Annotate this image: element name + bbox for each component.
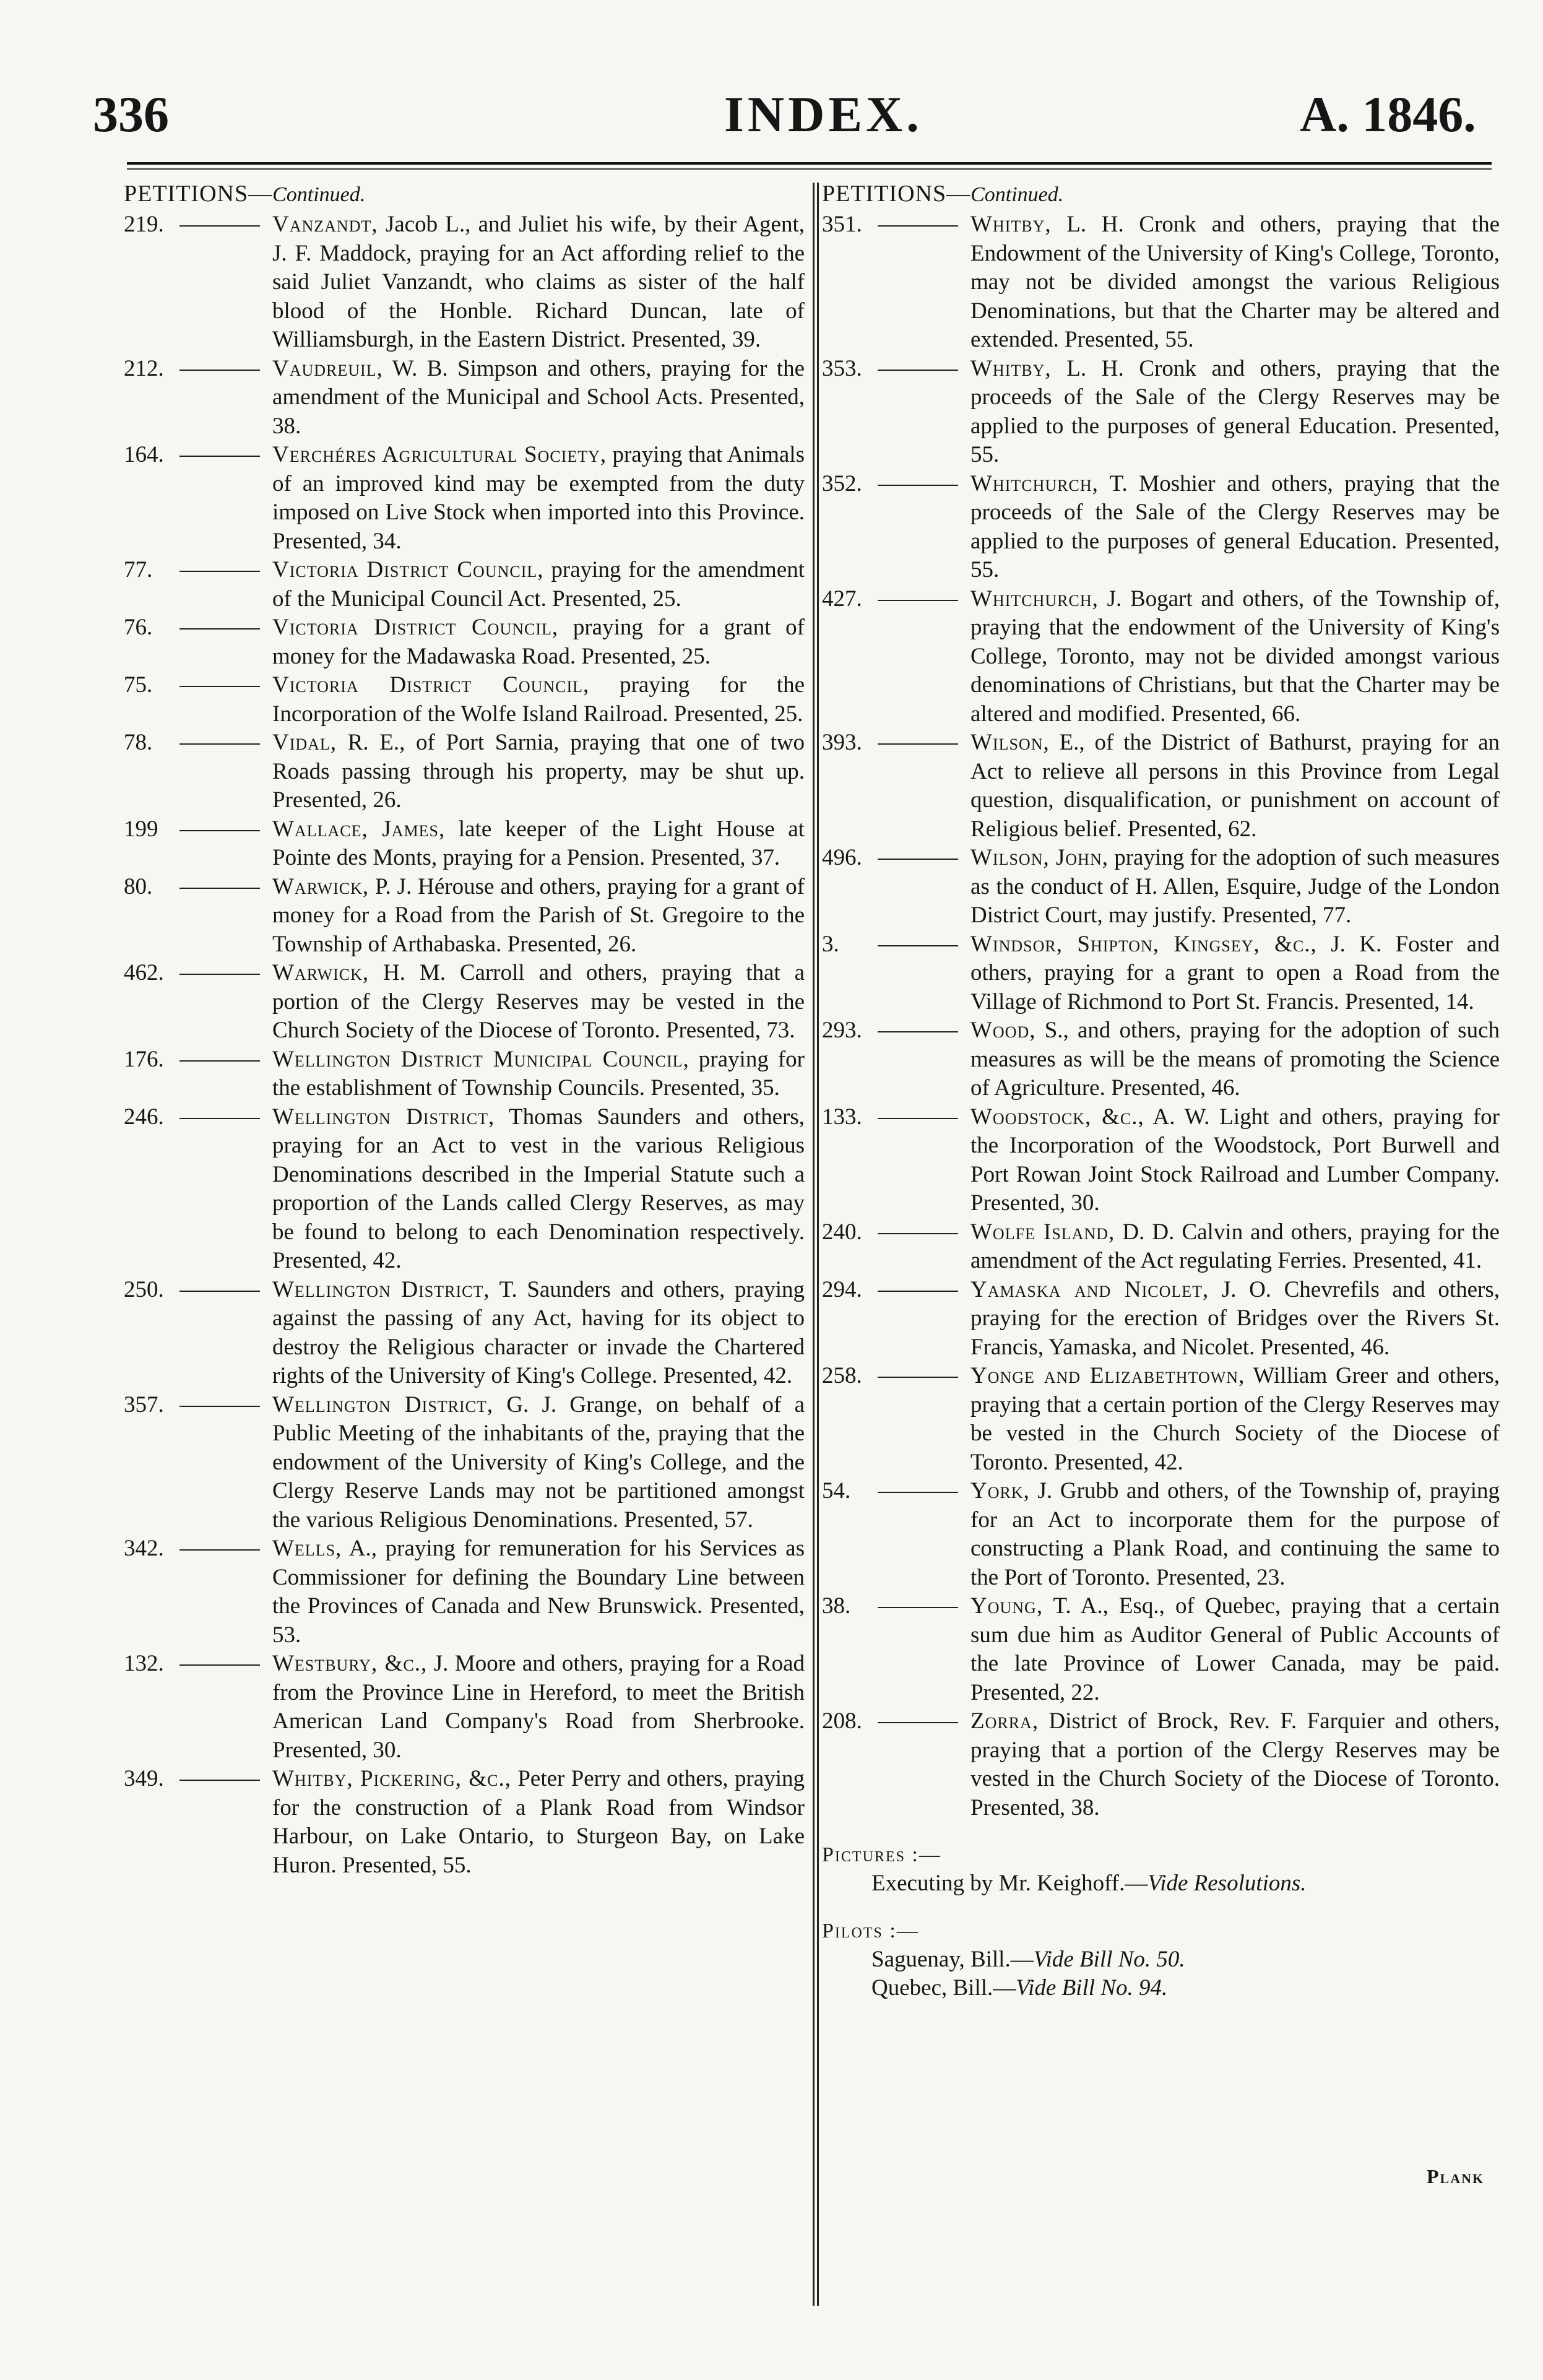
entry-text bbox=[272, 815, 805, 873]
petitioner-name: Yonge and Elizabethtown, bbox=[970, 1363, 1245, 1388]
leader-dash bbox=[179, 571, 260, 572]
petition-number: 293. bbox=[822, 1018, 862, 1043]
petition-number: 3. bbox=[822, 931, 839, 957]
page-number: 336 bbox=[93, 86, 169, 142]
petition-description: praying that Animals of an improved kind may be exempted from the duty imposed on Live Stock when imported into this Province. Presented, 34. bbox=[272, 442, 805, 554]
index-entry bbox=[822, 355, 1500, 470]
index-entry bbox=[124, 815, 805, 873]
entry-text bbox=[970, 930, 1500, 1017]
petition-number: 133. bbox=[822, 1104, 862, 1130]
petition-number: 294. bbox=[822, 1276, 862, 1302]
leader-dash bbox=[878, 1377, 958, 1378]
leader-dash bbox=[179, 370, 260, 371]
petition-description: A. W. Light and others, praying for the Incorporation of the Woodstock, Port Burwell and Port Rowan Joint Stock Railroad and Lumber Company. Presented, 30. bbox=[970, 1104, 1500, 1216]
leader-dash bbox=[878, 945, 958, 946]
pictures-line: Executing by Mr. Keighoff.—Vide Resolutions. bbox=[871, 1871, 1307, 1896]
petition-description: P. J. Hérouse and others, praying for a grant of money for a Road from the Parish of St. Gregoire to the Township of Arthabaska. Presented, 26. bbox=[272, 873, 805, 957]
entry-text bbox=[970, 1103, 1500, 1218]
leader-dash bbox=[179, 225, 260, 227]
header-rule-thin bbox=[127, 168, 1492, 170]
petitioner-name: Whitchurch, bbox=[970, 470, 1099, 496]
petition-number: 240. bbox=[822, 1219, 862, 1245]
leader-dash bbox=[878, 485, 958, 486]
petitioner-name: Wood, bbox=[970, 1018, 1036, 1043]
entry-text bbox=[272, 1391, 805, 1535]
petition-number: 462. bbox=[124, 960, 164, 985]
petition-description: praying for the amendment of the Municipal Council Act. Presented, 25. bbox=[272, 557, 805, 612]
petition-number: 199 bbox=[124, 816, 158, 842]
leader-dash bbox=[878, 1492, 958, 1493]
petition-number: 77. bbox=[124, 557, 153, 582]
petition-number: 164. bbox=[124, 442, 164, 467]
entry-text bbox=[272, 729, 805, 815]
catchword: Plank bbox=[1427, 2165, 1485, 2187]
entry-text bbox=[272, 210, 805, 355]
petitioner-name: Wolfe Island, bbox=[970, 1219, 1115, 1245]
index-entry bbox=[124, 613, 805, 671]
entry-text bbox=[272, 1765, 805, 1880]
index-entry bbox=[822, 470, 1500, 585]
pilots-heading: Pilots :— bbox=[822, 1919, 919, 1942]
entry-text bbox=[970, 470, 1500, 585]
petition-description: S., and others, praying for the adoption of such measures as will be the means of promoting the Science of Agriculture. Presented, 46. bbox=[970, 1018, 1500, 1101]
leader-dash bbox=[179, 830, 260, 831]
petition-description: Jacob L., and Juliet his wife, by their Agent, J. F. Maddock, praying for an Act affording relief to the said Juliet Vanzandt, who claims as sister of the half blood of the Honble. Richard Duncan, late of Williamsburgh, in the Eastern District. Presented, 39. bbox=[272, 212, 805, 352]
petition-number: 353. bbox=[822, 355, 862, 381]
petitioner-name: Windsor, Shipton, Kingsey, &c., bbox=[970, 931, 1317, 957]
leader-dash bbox=[878, 225, 958, 227]
petitioner-name: Victoria District Council, bbox=[272, 557, 544, 582]
entry-text bbox=[970, 1592, 1500, 1707]
petition-number: 208. bbox=[822, 1708, 862, 1734]
petition-description: William Greer and others, praying that a certain portion of the Clergy Reserves may be vested in the Church Society of the Diocese of Toronto. Presented, 42. bbox=[970, 1363, 1500, 1475]
entry-text bbox=[970, 355, 1500, 470]
section-heading: PETITIONS—Continued. bbox=[822, 181, 1064, 207]
index-entry bbox=[124, 873, 805, 959]
index-entry bbox=[822, 1276, 1500, 1362]
petition-number: 176. bbox=[124, 1046, 164, 1072]
petition-description: Peter Perry and others, praying for the construction of a Plank Road from Windsor Harbour, on Lake Ontario, to Sturgeon Bay, on Lake Huron. Presented, 55. bbox=[272, 1766, 805, 1878]
petition-number: 342. bbox=[124, 1536, 164, 1561]
entry-text bbox=[272, 1103, 805, 1276]
index-entry bbox=[822, 210, 1500, 355]
index-entry bbox=[124, 210, 805, 355]
petitioner-name: Whitby, bbox=[970, 212, 1052, 237]
leader-dash bbox=[878, 1233, 958, 1234]
entry-text bbox=[272, 1534, 805, 1650]
petition-description: J. Moore and others, praying for a Road from the Province Line in Hereford, to meet the British American Land Company's Road from Sherbrooke. Presented, 30. bbox=[272, 1651, 805, 1763]
index-entry bbox=[822, 844, 1500, 930]
petition-description: E., of the District of Bathurst, praying for an Act to relieve all persons in this Province from Legal question, disqualification, or punishment on account of Religious belief. Presented, 62. bbox=[970, 730, 1500, 842]
entry-list bbox=[822, 210, 1500, 1822]
petitioner-name: Wellington District, bbox=[272, 1104, 495, 1130]
index-entry bbox=[124, 1391, 805, 1535]
entry-text bbox=[272, 355, 805, 441]
leader-dash bbox=[179, 1291, 260, 1292]
petition-number: 54. bbox=[822, 1478, 851, 1504]
leader-dash bbox=[179, 743, 260, 745]
leader-dash bbox=[179, 1549, 260, 1551]
petitioner-name: Wells, bbox=[272, 1536, 342, 1561]
petitioner-name: Wellington District, bbox=[272, 1276, 490, 1302]
index-entry bbox=[124, 1650, 805, 1765]
leader-dash bbox=[878, 1031, 958, 1032]
leader-dash bbox=[878, 859, 958, 860]
petitioner-name: Wilson, John, bbox=[970, 845, 1109, 870]
leader-dash bbox=[878, 600, 958, 601]
petition-number: 246. bbox=[124, 1104, 164, 1130]
petitioner-name: Vanzandt, bbox=[272, 212, 378, 237]
index-entry bbox=[124, 959, 805, 1045]
petition-description: praying for the Incorporation of the Wolfe Island Railroad. Presented, 25. bbox=[272, 672, 805, 727]
page-title: INDEX. bbox=[724, 86, 923, 142]
petitioner-name: Verchéres Agricultural Society, bbox=[272, 442, 607, 467]
entry-text bbox=[970, 1218, 1500, 1276]
section-heading: PETITIONS—Continued. bbox=[124, 181, 366, 207]
entry-text bbox=[272, 959, 805, 1045]
index-entry bbox=[822, 930, 1500, 1017]
entry-text bbox=[970, 1707, 1500, 1822]
petition-number: 219. bbox=[124, 212, 164, 237]
petition-description: Thomas Saunders and others, praying for an Act to vest in the various Religious Denominations described in the Imperial Statute such a proportion of the Lands called Clergy Reserves, as may be found to belong to each Denomination respectively. Presented, 42. bbox=[272, 1104, 805, 1273]
index-entry bbox=[822, 1707, 1500, 1822]
leader-dash bbox=[878, 1722, 958, 1723]
pictures-heading: Pictures :— bbox=[822, 1843, 941, 1866]
column-divider-right bbox=[817, 183, 819, 2306]
leader-dash bbox=[179, 456, 260, 457]
index-entry bbox=[124, 1765, 805, 1880]
petitioner-name: Zorra, bbox=[970, 1708, 1039, 1734]
entry-text bbox=[272, 441, 805, 556]
index-entry bbox=[822, 729, 1500, 844]
index-entry bbox=[124, 671, 805, 729]
petitioner-name: Wallace, James, bbox=[272, 816, 446, 842]
entry-text bbox=[272, 1045, 805, 1103]
petition-number: 38. bbox=[822, 1593, 851, 1619]
entry-text bbox=[970, 1276, 1500, 1362]
petition-description: praying for the adoption of such measures as the conduct of H. Allen, Esquire, Judge of the London District Court, may justify. Presented, 77. bbox=[970, 845, 1500, 928]
index-entry bbox=[124, 1276, 805, 1391]
petition-number: 393. bbox=[822, 730, 862, 755]
petition-description: T. Saunders and others, praying against the passing of any Act, having for its object to destroy the Religious character or invade the Chartered rights of the University of King's College. Presented, 42. bbox=[272, 1276, 805, 1388]
petition-description: late keeper of the Light House at Pointe des Monts, praying for a Pension. Presented, 37. bbox=[272, 816, 805, 870]
leader-dash bbox=[179, 628, 260, 630]
petition-number: 349. bbox=[124, 1766, 164, 1791]
leader-dash bbox=[179, 974, 260, 975]
petitioner-name: Woodstock, &c., bbox=[970, 1104, 1144, 1130]
leader-dash bbox=[878, 370, 958, 371]
petition-description: praying for a grant of money for the Madawaska Road. Presented, 25. bbox=[272, 615, 805, 669]
petition-number: 212. bbox=[124, 355, 164, 381]
left-column bbox=[124, 180, 805, 1880]
petition-number: 78. bbox=[124, 730, 153, 755]
leader-dash bbox=[179, 1060, 260, 1062]
petitioner-name: Vaudreuil, bbox=[272, 355, 383, 381]
index-entry bbox=[124, 1045, 805, 1103]
leader-dash bbox=[878, 1607, 958, 1608]
petition-number: 352. bbox=[822, 470, 862, 496]
petitioner-name: Wellington District, bbox=[272, 1391, 494, 1417]
index-entry bbox=[124, 441, 805, 556]
petition-description: T. Moshier and others, praying that the proceeds of the Sale of the Clergy Reserves may be applied to the purposes of general Education. Presented, 55. bbox=[970, 470, 1500, 582]
petitioner-name: Yamaska and Nicolet, bbox=[970, 1276, 1209, 1302]
entry-text bbox=[272, 1650, 805, 1765]
petition-number: 76. bbox=[124, 615, 153, 640]
petitioner-name: Vidal, bbox=[272, 730, 337, 755]
entry-text bbox=[272, 1276, 805, 1391]
pilots-line: Saguenay, Bill.—Vide Bill No. 50. bbox=[871, 1946, 1185, 1972]
petition-number: 357. bbox=[124, 1391, 164, 1417]
leader-dash bbox=[878, 1291, 958, 1292]
petition-description: District of Brock, Rev. F. Farquier and others, praying that a portion of the Clergy Reserves may be vested in the Church Society of the Diocese of Toronto. Presented, 38. bbox=[970, 1708, 1500, 1820]
petition-number: 132. bbox=[124, 1651, 164, 1676]
entry-text bbox=[970, 844, 1500, 930]
petition-number: 427. bbox=[822, 586, 862, 612]
petition-description: G. J. Grange, on behalf of a Public Meeting of the inhabitants of the, praying that the endowment of the University of King's College, and the Clergy Reserve Lands may not be partitioned amongst the various Religious Denominations. Presented, 57. bbox=[272, 1391, 805, 1533]
petition-description: R. E., of Port Sarnia, praying that one of two Roads passing through his property, may be shut up. Presented, 26. bbox=[272, 730, 805, 813]
petitioner-name: Warwick, bbox=[272, 960, 370, 985]
petition-description: H. M. Carroll and others, praying that a portion of the Clergy Reserves may be vested in the Church Society of the Diocese of Toronto. Presented, 73. bbox=[272, 960, 805, 1043]
petitioner-name: Victoria District Council, bbox=[272, 615, 559, 640]
petitioner-name: Wilson, bbox=[970, 730, 1050, 755]
petition-number: 351. bbox=[822, 212, 862, 237]
petition-description: T. A., Esq., of Quebec, praying that a certain sum due him as Auditor General of Public Accounts of the late Province of Lower Canada, may be paid. Presented, 22. bbox=[970, 1593, 1500, 1705]
petitioner-name: Westbury, &c., bbox=[272, 1651, 428, 1676]
petition-description: L. H. Cronk and others, praying that the proceeds of the Sale of the Clergy Reserves may be applied to the purposes of general Education. Presented, 55. bbox=[970, 355, 1500, 467]
leader-dash bbox=[179, 1780, 260, 1781]
petition-number: 75. bbox=[124, 672, 153, 698]
entry-text bbox=[970, 585, 1500, 729]
petition-description: A., praying for remuneration for his Services as Commissioner for defining the Boundary Line between the Provinces of Canada and New Brunswick. Presented, 53. bbox=[272, 1536, 805, 1648]
petition-description: praying for the establishment of Township Councils. Presented, 35. bbox=[272, 1046, 805, 1101]
petition-number: 250. bbox=[124, 1276, 164, 1302]
petition-description: J. Grubb and others, of the Township of, praying for an Act to incorporate them for the purpose of constructing a Plank Road, and continuing the same to the Port of Toronto. Presented, 23. bbox=[970, 1478, 1500, 1590]
petition-number: 80. bbox=[124, 873, 153, 899]
pilots-line: Quebec, Bill.—Vide Bill No. 94. bbox=[871, 1975, 1168, 2001]
petitioner-name: Wellington District Municipal Council, bbox=[272, 1046, 689, 1072]
entry-list bbox=[124, 210, 805, 1880]
petitioner-name: Whitby, bbox=[970, 355, 1052, 381]
index-entry bbox=[822, 1218, 1500, 1276]
petitioner-name: Warwick, bbox=[272, 873, 370, 899]
petitioner-name: York, bbox=[970, 1478, 1030, 1504]
entry-text bbox=[970, 1016, 1500, 1103]
petition-description: J. K. Foster and others, praying for a grant to open a Road from the Village of Richmond to Port St. Francis. Presented, 14. bbox=[970, 931, 1500, 1015]
index-entry bbox=[822, 585, 1500, 729]
entry-text bbox=[970, 1477, 1500, 1592]
petition-description: J. O. Chevrefils and others, praying for the erection of Bridges over the Rivers St. Francis, Yamaska, and Nicolet. Presented, 46. bbox=[970, 1276, 1500, 1360]
leader-dash bbox=[179, 888, 260, 889]
petition-description: L. H. Cronk and others, praying that the Endowment of the University of King's College, Toronto, may not be divided amongst the various Religious Denominations, but that the Charter may be altered and extended. Presented, 55. bbox=[970, 212, 1500, 352]
index-entry bbox=[124, 729, 805, 815]
index-entry bbox=[822, 1477, 1500, 1592]
petition-number: 496. bbox=[822, 845, 862, 870]
leader-dash bbox=[878, 743, 958, 745]
petition-description: J. Bogart and others, of the Township of, praying that the endowment of the University of King's College, Toronto, may not be divided amongst various denominations of Christians, but that the Charter may be altered and modified. Presented, 66. bbox=[970, 586, 1500, 727]
leader-dash bbox=[179, 1664, 260, 1666]
column-divider-left bbox=[813, 183, 815, 2306]
entry-text bbox=[970, 1362, 1500, 1477]
header-rule-thick bbox=[127, 162, 1492, 165]
entry-text bbox=[970, 729, 1500, 844]
petition-description: W. B. Simpson and others, praying for the amendment of the Municipal and School Acts. Presented, 38. bbox=[272, 355, 805, 439]
entry-text bbox=[970, 210, 1500, 355]
right-column bbox=[822, 180, 1500, 2003]
index-entry bbox=[124, 1103, 805, 1276]
petitioner-name: Young, bbox=[970, 1593, 1044, 1619]
leader-dash bbox=[878, 1118, 958, 1119]
petition-number: 258. bbox=[822, 1363, 862, 1388]
index-entry bbox=[822, 1016, 1500, 1103]
petitioner-name: Victoria District Council, bbox=[272, 672, 590, 698]
petitioner-name: Whitby, Pickering, &c., bbox=[272, 1766, 511, 1791]
index-entry bbox=[822, 1103, 1500, 1218]
entry-text bbox=[272, 556, 805, 613]
leader-dash bbox=[179, 1118, 260, 1119]
index-entry bbox=[124, 355, 805, 441]
petitioner-name: Whitchurch, bbox=[970, 586, 1099, 612]
page-year: A. 1846. bbox=[1300, 86, 1476, 142]
entry-text bbox=[272, 873, 805, 959]
index-entry bbox=[822, 1362, 1500, 1477]
index-entry bbox=[124, 1534, 805, 1650]
index-entry bbox=[822, 1592, 1500, 1707]
leader-dash bbox=[179, 686, 260, 687]
leader-dash bbox=[179, 1406, 260, 1407]
petition-description: D. D. Calvin and others, praying for the amendment of the Act regulating Ferries. Presented, 41. bbox=[970, 1219, 1500, 1273]
entry-text bbox=[272, 613, 805, 671]
entry-text bbox=[272, 671, 805, 729]
index-entry bbox=[124, 556, 805, 613]
